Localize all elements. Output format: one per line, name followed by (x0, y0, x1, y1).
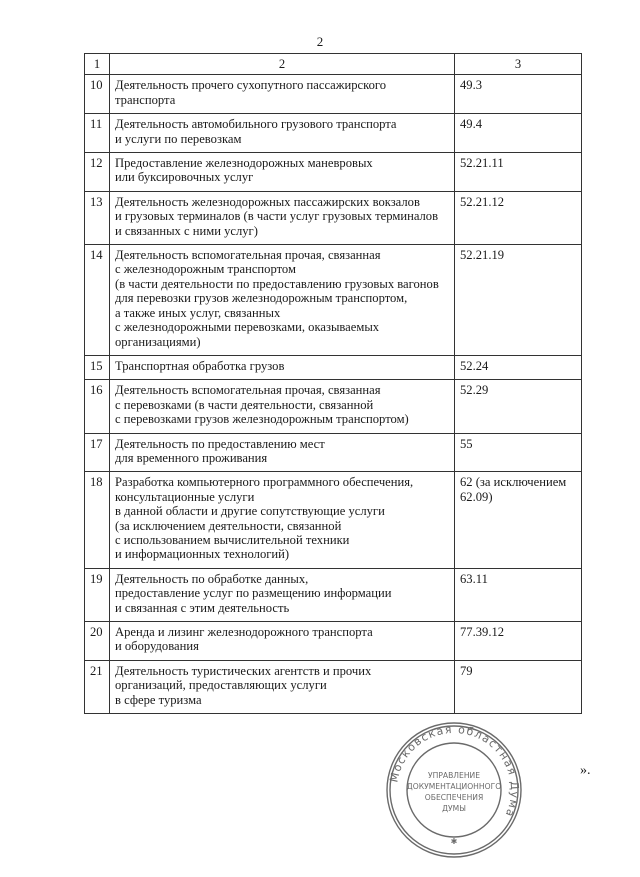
table-row (85, 380, 582, 433)
row-code: 52.21.11 (455, 153, 582, 192)
row-number: 17 (85, 433, 110, 472)
stamp-line: УПРАВЛЕНИЕ (427, 771, 481, 780)
stamp-star-icon: ✱ (450, 837, 458, 846)
row-code: 52.24 (455, 355, 582, 379)
stamp-line: ДОКУМЕНТАЦИОННОГО (406, 782, 502, 791)
table-row (85, 433, 582, 472)
table-row (85, 355, 582, 379)
row-number: 14 (85, 245, 110, 356)
header-col-2: 2 (110, 54, 455, 75)
row-code: 52.29 (455, 380, 582, 433)
row-description: Деятельность вспомогательная прочая, связанная с железнодорожным транспортом (в части деятельности по предоставлению грузовых вагонов для перевозки грузов железнодорожным транспортом, а также иных услуг, связанных с железнодорожными перевозками, оказываемых организациями) (110, 245, 455, 356)
table-header-row (85, 54, 582, 75)
row-description: Деятельность туристических агентств и прочих организаций, предоставляющих услуги в сфере туризма (110, 660, 455, 713)
row-description: Деятельность по обработке данных, предоставление услуг по размещению информации и связанная с этим деятельность (110, 568, 455, 621)
row-code: 77.39.12 (455, 622, 582, 661)
row-number: 20 (85, 622, 110, 661)
row-description: Предоставление железнодорожных маневровых или буксировочных услуг (110, 153, 455, 192)
row-number: 12 (85, 153, 110, 192)
row-description: Деятельность автомобильного грузового транспорта и услуги по перевозкам (110, 114, 455, 153)
row-number: 11 (85, 114, 110, 153)
stamp-line: ДУМЫ (442, 804, 466, 813)
row-code: 63.11 (455, 568, 582, 621)
header-col-3: 3 (455, 54, 582, 75)
table-row (85, 245, 582, 356)
row-description: Транспортная обработка грузов (110, 355, 455, 379)
row-number: 18 (85, 472, 110, 568)
official-stamp (384, 720, 524, 860)
row-code: 62 (за исключением 62.09) (455, 472, 582, 568)
table-row (85, 472, 582, 568)
stamp-line: ОБЕСПЕЧЕНИЯ (424, 793, 484, 802)
table-row (85, 191, 582, 244)
page-number: 2 (316, 34, 324, 49)
row-code: 55 (455, 433, 582, 472)
table-row (85, 622, 582, 661)
row-code: 79 (455, 660, 582, 713)
row-number: 10 (85, 75, 110, 114)
table-row (85, 568, 582, 621)
stamp-ring-text: Московская областная Дума (387, 722, 522, 820)
table-row (85, 153, 582, 192)
table-row (85, 75, 582, 114)
row-code: 49.4 (455, 114, 582, 153)
row-code: 52.21.19 (455, 245, 582, 356)
table-row (85, 660, 582, 713)
activity-codes-table (84, 53, 582, 714)
row-description: Деятельность прочего сухопутного пассажирского транспорта (110, 75, 455, 114)
row-number: 15 (85, 355, 110, 379)
closing-quote: ». (580, 763, 591, 778)
row-number: 19 (85, 568, 110, 621)
row-code: 49.3 (455, 75, 582, 114)
row-description: Деятельность вспомогательная прочая, связанная с перевозками (в части деятельности, связанной с перевозками грузов железнодорожным транспортом) (110, 380, 455, 433)
row-code: 52.21.12 (455, 191, 582, 244)
row-number: 21 (85, 660, 110, 713)
row-description: Деятельность железнодорожных пассажирских вокзалов и грузовых терминалов (в части услуг грузовых терминалов и связанных с ними услуг) (110, 191, 455, 244)
stamp-seal-icon (384, 720, 524, 860)
row-description: Деятельность по предоставлению мест для временного проживания (110, 433, 455, 472)
row-number: 16 (85, 380, 110, 433)
row-description: Разработка компьютерного программного обеспечения, консультационные услуги в данной области и другие сопутствующие услуги (за исключением деятельности, связанной с использованием вычислительной техники и информационных технологий) (110, 472, 455, 568)
header-col-1: 1 (85, 54, 110, 75)
row-description: Аренда и лизинг железнодорожного транспорта и оборудования (110, 622, 455, 661)
row-number: 13 (85, 191, 110, 244)
table-row (85, 114, 582, 153)
